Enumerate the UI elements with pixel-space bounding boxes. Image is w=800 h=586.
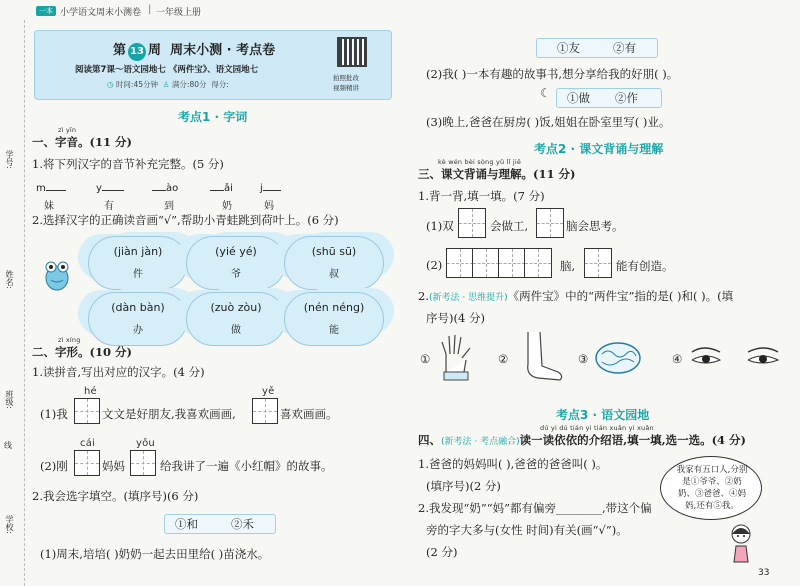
r4b: 会做工, bbox=[490, 219, 529, 233]
cai-pinyin: cái bbox=[80, 438, 96, 449]
r4c: 脑会思考。 bbox=[566, 219, 624, 233]
r8: 2.我发现“奶”“妈”都有偏旁________,带这个偏 bbox=[418, 501, 652, 515]
blank-line[interactable] bbox=[46, 190, 66, 191]
write-box[interactable] bbox=[472, 248, 500, 278]
l1c: 喜欢画画。 bbox=[280, 407, 338, 421]
option-you1: ①友 bbox=[557, 41, 580, 55]
got-score: 得分: bbox=[211, 80, 229, 89]
moon-icon: ☾ bbox=[540, 86, 551, 100]
r6-row: 2.(新考法 · 思维提升)《两件宝》中的“两件宝”指的是( )和( )。(填 bbox=[418, 289, 734, 303]
write-box[interactable] bbox=[130, 450, 156, 476]
brain-icon bbox=[594, 340, 642, 376]
q3-text: 1.读拼音,写出对应的汉字。(4 分) bbox=[32, 365, 205, 379]
l1b: 文文是好朋友,我喜欢画画, bbox=[102, 407, 236, 421]
blank-line[interactable] bbox=[263, 190, 281, 191]
clock-icon: ◷ bbox=[107, 80, 114, 89]
write-box[interactable] bbox=[74, 450, 100, 476]
r4a: (1)双 bbox=[426, 219, 454, 233]
time-limit: 时间:45分钟 bbox=[115, 80, 159, 89]
speech-bubble bbox=[660, 456, 762, 520]
r7b: (填序号)(2 分) bbox=[426, 479, 501, 493]
label-banji: 班级: bbox=[5, 390, 14, 409]
r3: 1.背一背,填一填。(7 分) bbox=[418, 189, 545, 203]
q2-text: 2.选择汉字的正确读音画“√”,帮助小青蛙跳到荷叶上。(6 分) bbox=[32, 213, 339, 227]
hand-icon bbox=[436, 332, 476, 382]
pic-label: ④ bbox=[672, 352, 683, 366]
label-xingming: 姓名: bbox=[5, 270, 14, 289]
pinyin-cloud[interactable]: (shū sū) 叔 bbox=[284, 236, 384, 290]
ye-pinyin: yě bbox=[262, 386, 275, 397]
label-xian: 线 bbox=[4, 441, 12, 450]
full-score: 满分:80分 bbox=[171, 80, 207, 89]
q4-text: 2.我会选字填空。(填序号)(6 分) bbox=[32, 489, 199, 503]
you-pinyin: yǒu bbox=[136, 438, 155, 449]
option-he: ①和 bbox=[175, 517, 198, 531]
syllable-item: ào 到 bbox=[152, 176, 202, 212]
pinyin-cloud[interactable]: (yié yé) 爷 bbox=[186, 236, 286, 290]
header-grade: 一年级上册 bbox=[156, 8, 202, 18]
write-box[interactable] bbox=[446, 248, 474, 278]
s1-pinyin: zì yīn bbox=[58, 126, 77, 134]
pinyin-cloud[interactable]: (dàn bàn) 办 bbox=[88, 292, 188, 346]
page-number: 33 bbox=[758, 568, 770, 578]
s2-pinyin: zì xíng bbox=[58, 336, 81, 344]
foot-icon bbox=[516, 330, 566, 384]
week-number-badge: 13 bbox=[128, 43, 146, 61]
kp1-title: 考点1 · 字词 bbox=[178, 110, 248, 124]
q1-text: 1.将下列汉字的音节补充完整。(5 分) bbox=[32, 157, 224, 171]
pic-label: ③ bbox=[578, 352, 589, 366]
option-box bbox=[164, 514, 276, 534]
syllable-item: j 妈 bbox=[260, 176, 300, 212]
pic-label: ② bbox=[498, 352, 509, 366]
r6-tag: (新考法 · 思维提升) bbox=[428, 293, 508, 303]
banner-info-row bbox=[107, 79, 229, 90]
syllable-item: m 妹 bbox=[36, 176, 76, 212]
s4-pinyin: dú yi dú tián yi tián xuǎn yi xuǎn bbox=[540, 424, 654, 432]
header-bar bbox=[0, 0, 800, 22]
r5a: (2) bbox=[426, 258, 443, 272]
r6: 《两件宝》中的“两件宝”指的是( )和( )。(填 bbox=[507, 289, 734, 303]
frog-icon bbox=[42, 258, 72, 294]
header-book-title: 小学语文周末小测卷 bbox=[60, 8, 142, 18]
week-prefix: 第 bbox=[113, 43, 127, 58]
write-box[interactable] bbox=[524, 248, 552, 278]
s4-row bbox=[418, 432, 746, 448]
he-pinyin: hé bbox=[84, 386, 97, 397]
label-xuexiao: 学校: bbox=[5, 515, 14, 534]
s4-title: 读一读依依的介绍语,填一填,选一选。(4 分) bbox=[519, 433, 747, 447]
write-box[interactable] bbox=[74, 398, 100, 424]
pinyin-cloud[interactable]: (zuò zòu) 做 bbox=[186, 292, 286, 346]
l2a: (2)刚 bbox=[40, 459, 68, 473]
option-you2: ②有 bbox=[613, 41, 636, 55]
l3: (1)周末,培培( )奶奶一起去田里给( )苗浇水。 bbox=[40, 547, 270, 561]
r7: 1.爸爸的妈妈叫( ),爸爸的爸爸叫( )。 bbox=[418, 457, 608, 471]
qr-caption-2: 视频精讲 bbox=[333, 84, 359, 92]
r5c: 能有创造。 bbox=[616, 259, 674, 273]
option-zuo2: ②作 bbox=[615, 91, 638, 105]
r1: (2)我( )一本有趣的故事书,想分享给我的好朋( )。 bbox=[426, 67, 679, 81]
pinyin-cloud[interactable]: (jiàn jàn) 件 bbox=[88, 236, 188, 290]
blank-line[interactable] bbox=[210, 190, 224, 191]
qr-caption-1: 拍照批改 bbox=[333, 74, 359, 82]
banner-title: 周末小测 · 考点卷 bbox=[170, 43, 276, 58]
score-icon: ♙ bbox=[162, 80, 170, 89]
blank-line[interactable] bbox=[152, 190, 166, 191]
q1-row bbox=[36, 176, 296, 210]
r8b: 旁的字大多与(女性 时间)有关(画“√”)。 bbox=[426, 523, 628, 537]
r8c: (2 分) bbox=[426, 545, 458, 559]
syllable-item: ǎi 奶 bbox=[210, 176, 260, 212]
label-xuehao: 学号: bbox=[5, 150, 14, 169]
kp2-title: 考点2 · 课文背诵与理解 bbox=[534, 142, 664, 156]
option-box bbox=[536, 38, 658, 58]
s3-title: 三、课文背诵与理解。(11 分) bbox=[418, 167, 576, 181]
write-box[interactable] bbox=[252, 398, 278, 424]
l2b: 妈妈 bbox=[102, 459, 125, 473]
syllable-item: y 有 bbox=[96, 176, 136, 212]
qr-code[interactable] bbox=[337, 37, 367, 67]
option-he2: ②禾 bbox=[231, 517, 254, 531]
header-divider: | bbox=[148, 4, 152, 15]
l2c: 给我讲了一遍《小红帽》的故事。 bbox=[160, 459, 333, 473]
eyes-icon bbox=[690, 344, 780, 370]
pic-label: ① bbox=[420, 352, 431, 366]
binding-sidebar bbox=[0, 20, 25, 586]
option-box bbox=[556, 88, 662, 108]
s4-pre: 四、 bbox=[418, 433, 441, 447]
write-box[interactable] bbox=[458, 208, 486, 238]
pinyin-cloud[interactable]: (nén néng) 能 bbox=[284, 292, 384, 346]
s4-tag: (新考法 · 考点融合) bbox=[441, 437, 520, 447]
banner-subtitle: 阅读第7课～语文园地七 《两件宝》、语文园地七 bbox=[75, 65, 259, 75]
l1a: (1)我 bbox=[40, 407, 68, 421]
r6b: 序号)(4 分) bbox=[426, 311, 485, 325]
week-suffix: 周 bbox=[148, 43, 162, 58]
r2: (3)晚上,爸爸在厨房( )饭,姐姐在卧室里写( )业。 bbox=[426, 115, 671, 129]
week-banner bbox=[34, 30, 392, 100]
s1-title: 一、字音。(11 分) bbox=[32, 135, 132, 149]
s3-pinyin: kè wén bèi sòng yǔ lǐ jiě bbox=[438, 158, 522, 166]
write-box[interactable] bbox=[536, 208, 564, 238]
header-badge: 一本 bbox=[36, 6, 56, 16]
blank-line[interactable] bbox=[102, 190, 124, 191]
write-box[interactable] bbox=[584, 248, 612, 278]
option-zuo1: ①做 bbox=[567, 91, 590, 105]
write-box[interactable] bbox=[498, 248, 526, 278]
girl-icon bbox=[726, 522, 756, 564]
r5b: 脑, bbox=[560, 259, 576, 273]
bubble-text: 我家有五口人,分别是①爷爷、②奶奶、③爸爸、④妈妈,还有⑤我。 bbox=[676, 465, 748, 511]
s2-title: 二、字形。(10 分) bbox=[32, 345, 132, 359]
banner-title-row bbox=[113, 39, 275, 61]
kp3-title: 考点3 · 语文园地 bbox=[556, 408, 650, 422]
